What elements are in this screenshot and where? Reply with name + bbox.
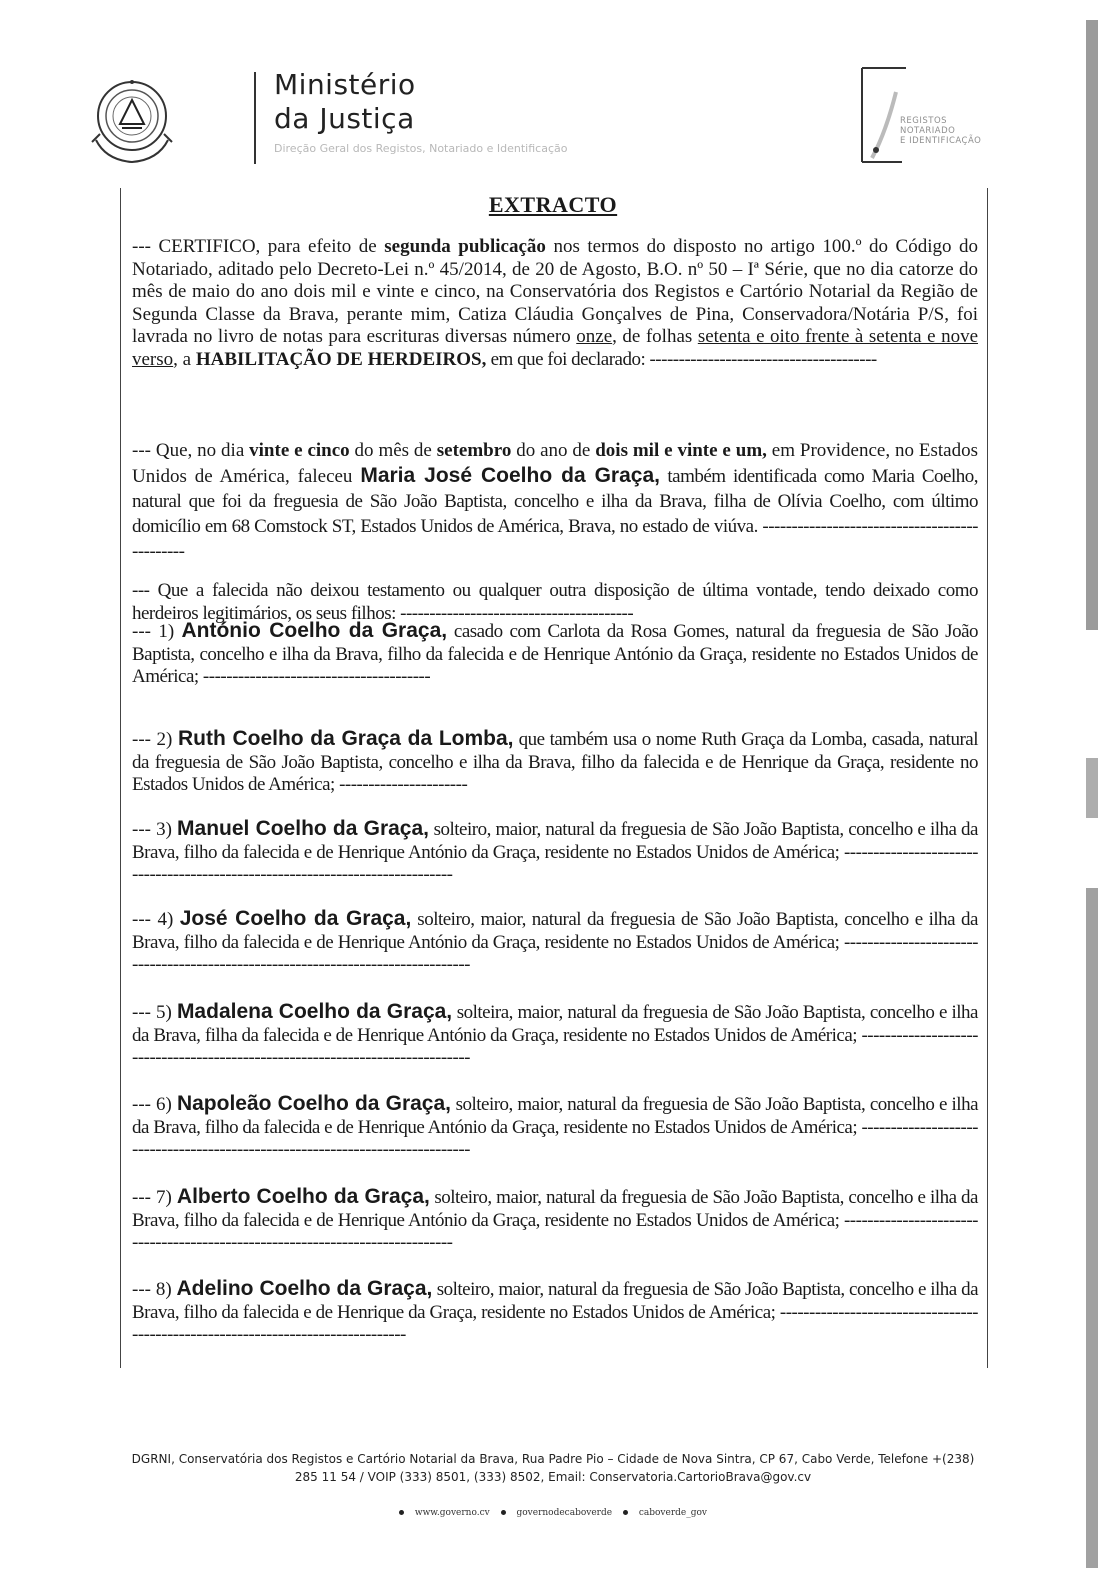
- bold-text: setembro: [436, 440, 512, 461]
- text-run: , de folhas: [612, 326, 698, 347]
- heir-number: --- 6): [132, 1094, 177, 1115]
- rn-line3: E IDENTIFICAÇÃO: [900, 136, 982, 146]
- heir-number: --- 2): [132, 729, 178, 750]
- heir-details: solteira, maior, natural da freguesia de São João Baptista, concelho e ilha da Brava, filha da falecida e de Henrique António da Graça, residente no Estados Unidos de América; ------------------------------------------------------------------------------: [132, 1002, 978, 1068]
- instagram-icon: [623, 1510, 628, 1515]
- heir-name: Alberto Coelho da Graça,: [176, 1185, 430, 1208]
- heir-name: José Coelho da Graça,: [179, 907, 412, 930]
- ministry-line1: Ministério: [274, 68, 416, 101]
- footer-address: DGRNI, Conservatória dos Registos e Cartório Notarial da Brava, Rua Padre Pio – Cidade de Nova Sintra, CP 67, Cabo Verde, Telefone +(238): [131, 1452, 975, 1466]
- bold-text: dois mil e vinte e um,: [595, 440, 767, 461]
- heir-item: [132, 818, 978, 887]
- text-run: --- Que a falecida não deixou testamento ou qualquer outra disposição de última vontade, tendo deixado como herdeiros legitimários, os seus filhos: ----------------------------------------: [132, 580, 978, 624]
- text-run: em que foi declarado: ---------------------------------------: [486, 348, 877, 370]
- text-run: --- Que, no dia: [132, 440, 250, 461]
- heir-details: que também usa o nome Ruth Graça da Lomba, casada, natural da freguesia de São João Baptista, concelho e ilha da Brava, filho da falecida e de Henrique da Graça, residente no Estados Unidos de América; ----------------------: [132, 729, 978, 795]
- heir-item: [132, 1001, 978, 1070]
- heir-number: --- 7): [132, 1187, 177, 1208]
- text-run: do ano de: [511, 440, 596, 461]
- underlined-text: setenta e oito frente à setenta e nove verso: [132, 326, 979, 370]
- text-run: --- CERTIFICO, para efeito de: [132, 236, 385, 257]
- death-paragraph: [132, 438, 978, 564]
- heir-item: [132, 908, 978, 977]
- instagram-link[interactable]: caboverde_gov: [638, 1508, 707, 1518]
- rn-line1: REGISTOS: [900, 116, 948, 126]
- bold-text: vinte e cinco: [249, 440, 350, 461]
- heir-details: casado com Carlota da Rosa Gomes, natural da freguesia de São João Baptista, concelho e ilha da Brava, filho da falecida e de Henrique António da Graça, residente no Estados Unidos de América; ---------------------------------------: [132, 621, 978, 687]
- heir-item: [132, 1093, 978, 1162]
- scan-edge-mark: [1086, 758, 1098, 818]
- heir-number: --- 8): [132, 1279, 177, 1300]
- document-title: EXTRACTO: [488, 192, 618, 217]
- heir-name: Ruth Coelho da Graça da Lomba,: [177, 727, 514, 750]
- ministry-subtitle: Direção Geral dos Registos, Notariado e Identificação: [274, 142, 568, 155]
- website-link[interactable]: www.governo.cv: [414, 1508, 490, 1518]
- scan-edge-mark: [1086, 20, 1098, 630]
- letterhead: [74, 62, 994, 182]
- footer-contacts: 285 11 54 / VOIP (333) 8501, (333) 8502, Email: Conservatoria.CartorioBrava@gov.cv: [294, 1470, 812, 1484]
- facebook-icon: [501, 1510, 506, 1515]
- heir-number: --- 4): [132, 909, 180, 930]
- bold-text: HABILITAÇÃO DE HERDEIROS,: [195, 348, 487, 370]
- heir-item: [132, 1278, 978, 1347]
- web-icon: [399, 1510, 404, 1515]
- heir-item: [132, 1186, 978, 1255]
- heir-details: solteiro, maior, natural da freguesia de São João Baptista, concelho e ilha da Brava, filho da falecida e de Henrique António da Graça, residente no Estados Unidos de América; ---------------------------------------------------------------------------------: [132, 909, 978, 975]
- heir-details: solteiro, maior, natural da freguesia de São João Baptista, concelho e ilha da Brava, filho da falecida e de Henrique António da Graça, residente no Estados Unidos de América; ------------------------------------------------------------------------------: [132, 1094, 979, 1160]
- text-run: também identificada como Maria Coelho, natural que foi da freguesia de São João Baptista, concelho e ilha da Brava, filha de Olívia Coelho, com último domicílio em 68 Comstock ST, Estados Unidos de América, Brava, no estado de viúva. ----------------------------------------------: [132, 466, 979, 562]
- heir-number: --- 5): [132, 1002, 177, 1023]
- ministry-line2: da Justiça: [274, 102, 415, 135]
- heir-item: [132, 620, 978, 689]
- deceased-name: Maria José Coelho da Graça,: [360, 464, 660, 487]
- heir-name: Adelino Coelho da Graça,: [176, 1277, 433, 1300]
- text-run: do mês de: [349, 440, 437, 461]
- header-divider: [254, 72, 256, 164]
- heir-name: António Coelho da Graça,: [181, 619, 448, 642]
- footer-links: [0, 1508, 1106, 1518]
- page-footer: [0, 1450, 1106, 1486]
- certification-paragraph: [132, 236, 978, 371]
- text-run: nos termos do disposto no artigo 100.º do Código do Notariado, aditado pelo Decreto-Lei n.º 45/2014, de 20 de Agosto, B.O. nº 50 – Iª Série, que no dia catorze do mês de maio do ano dois mil e vinte e cinco, na Conservatória dos Registos e Cartório Notarial da Região de Segunda Classe da Brava, perante mim, Catiza Cláudia Gonçalves de Pina, Conservadora/Notária P/S, foi lavrada no livro de notas para escrituras diversas número: [132, 236, 979, 347]
- national-crest-logo: [82, 70, 182, 170]
- heir-details: solteiro, maior, natural da freguesia de São João Baptista, concelho e ilha da Brava, filho da falecida e de Henrique António da Graça, residente no Estados Unidos de América; ------------------------------------------------------------------------------: [132, 819, 978, 885]
- facebook-link[interactable]: governodecaboverde: [516, 1508, 613, 1518]
- rn-line2: NOTARIADO: [900, 126, 956, 136]
- heir-name: Madalena Coelho da Graça,: [176, 1000, 453, 1023]
- heir-details: solteiro, maior, natural da freguesia de São João Baptista, concelho e ilha da Brava, filho da falecida e de Henrique da Graça, residente no Estados Unidos de América; ---------------------------------------------------------------------------------: [132, 1279, 978, 1345]
- text-run: em Providence, no Estados Unidos de América, faleceu: [132, 440, 978, 487]
- underlined-text: onze: [576, 326, 613, 347]
- text-run: , a: [173, 348, 196, 370]
- bold-text: segunda publicação: [384, 236, 546, 257]
- registos-notariado-text: [900, 116, 981, 146]
- ministry-name: [274, 68, 567, 155]
- heir-name: Napoleão Coelho da Graça,: [176, 1092, 451, 1115]
- heir-name: Manuel Coelho da Graça,: [177, 817, 429, 840]
- heir-item: [132, 728, 978, 797]
- heir-number: --- 1): [132, 621, 182, 642]
- heir-number: --- 3): [132, 819, 178, 840]
- heir-details: solteiro, maior, natural da freguesia de São João Baptista, concelho e ilha da Brava, filho da falecida e de Henrique António da Graça, residente no Estados Unidos de América; ------------------------------------------------------------------------------: [132, 1187, 978, 1253]
